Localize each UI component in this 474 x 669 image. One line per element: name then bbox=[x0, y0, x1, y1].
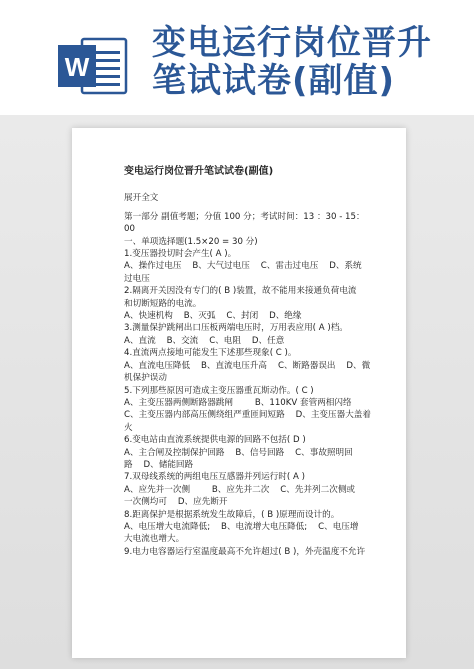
text-line: 7.双母线系统的两组电压互感器并列运行时( A ) bbox=[124, 472, 305, 483]
text-line: 大电流也增大。 bbox=[124, 534, 185, 545]
text-line: 9.电力电容器运行室温度最高不允许超过( B )，外壳温度不允许 bbox=[124, 546, 366, 557]
text-line: 5.下列那些原因可造成主变压器重瓦斯动作。( C ) bbox=[124, 385, 314, 396]
expand-full-text-link[interactable]: 展开全文 bbox=[124, 193, 159, 204]
word-document-icon bbox=[58, 35, 128, 97]
text-line: 一次侧均可 D、应先断开 bbox=[124, 497, 228, 508]
text-line: A、主合闸及控制保护回路 B、信号回路 C、事故照明回 bbox=[124, 447, 353, 458]
text-line: A、主变压器两侧断路器跳闸 B、110KV 套管两相闪络 bbox=[124, 397, 352, 408]
word-icon-letter: W bbox=[64, 52, 90, 82]
text-line: A、快速机构 B、灭弧 C、封闭 D、绝缘 bbox=[124, 311, 302, 322]
text-line: 和切断短路的电流。 bbox=[124, 298, 202, 309]
banner-title-line2: 笔试试卷(副值) bbox=[152, 61, 396, 101]
text-line: A、直流 B、交流 C、电阻 D、任意 bbox=[124, 335, 285, 346]
text-line: 过电压 bbox=[124, 273, 150, 284]
text-line: 1.变压器投切时会产生( A )。 bbox=[124, 249, 237, 260]
text-line: C、主变压器内部高压侧绕组严重匝间短路 D、主变压器大盖着 bbox=[124, 410, 371, 421]
text-line: 第一部分 副值考题；分值 100 分；考试时间：13 ：30 - 15：00 bbox=[124, 211, 365, 235]
text-line: A、应先并一次侧 B、应先并二次 C、先并列二次侧或 bbox=[124, 484, 356, 495]
banner-header bbox=[0, 0, 474, 115]
banner-title bbox=[152, 24, 452, 100]
text-line: 火 bbox=[124, 422, 133, 433]
text-line: A、电压增大电流降低; B、电流增大电压降低; C、电压增 bbox=[124, 521, 359, 532]
text-line: 2.隔离开关因没有专门的( B )装置，故不能用来接通负荷电流 bbox=[124, 286, 357, 297]
text-line: 路 D、储能回路 bbox=[124, 459, 194, 470]
banner-title-line1: 变电运行岗位晋升 bbox=[152, 23, 432, 63]
text-line: 3.测量保护跳闸出口压板两端电压时，万用表应用( A )档。 bbox=[124, 323, 348, 334]
text-line: A、操作过电压 B、大气过电压 C、雷击过电压 D、系统 bbox=[124, 261, 362, 272]
text-line: A、直流电压降低 B、直流电压升高 C、断路器误出 D、微 bbox=[124, 360, 371, 371]
document-title: 变电运行岗位晋升笔试试卷(副值) bbox=[124, 166, 274, 177]
text-line: 6.变电站由直流系统提供电源的回路不包括( D ) bbox=[124, 435, 306, 446]
text-line: 4.直流两点接地可能发生下述那些现象( C )。 bbox=[124, 348, 297, 359]
text-line: 机保护误动 bbox=[124, 373, 167, 384]
text-line: 一、单项选择题(1.5×20 = 30 分) bbox=[124, 236, 258, 247]
document-content bbox=[124, 166, 374, 558]
text-line: 8.距离保护是根据系统发生故障后，( B )原理而设计的。 bbox=[124, 509, 340, 520]
